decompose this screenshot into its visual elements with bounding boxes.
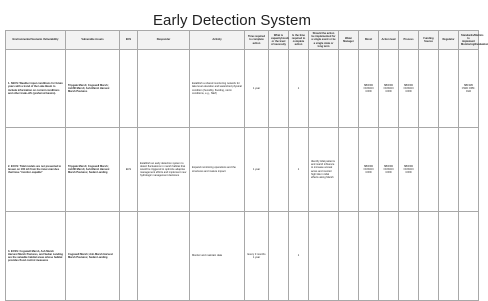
header-cell: Vulnerable Assets [66, 31, 120, 50]
scenario-cell: 1. SECS: Weather input conditions for future years with a trend of the Lake Basin to include information on current conditions and other trade-offs (preferred basins). [6, 50, 66, 128]
scenario-cell: 3. ECSS: Cogswell Marsh, Ash Marsh Harvest Marsh Pastures, and Sedan Landing are the valuable habitat areas whose habitat provides flood control measures [6, 212, 66, 301]
event-cell: Identify tidal patterns and marsh influence to increase annual acres and monitor high tide in tidal effects along Marsh [309, 128, 339, 212]
scenario-cell: 2. ECCS: Tidal models are not presented to lessen on 100 m3 from the inner-marshes that have "monitor-capable" [6, 128, 66, 212]
page-title: Early Detection System [152, 12, 312, 29]
regulator-cell [439, 212, 459, 301]
direct-cell [359, 212, 379, 301]
capacity-cell [269, 212, 289, 301]
header-cell: Environmental Scenario Vulnerability [6, 31, 66, 50]
funding-cell [419, 50, 439, 128]
ecs-cell: ECS [120, 128, 138, 212]
direct-cell: SBWFD OCWCN CWD [359, 128, 379, 212]
header-cell: What is capacity/stock or the level of necessity [269, 31, 289, 50]
direct-cell: SBWFD OCWCN CWD [359, 50, 379, 128]
time-cell: Every 3 months 1 year [245, 212, 269, 301]
capacity-cell [269, 128, 289, 212]
header-cell: Action lead [379, 31, 399, 50]
regulator-cell [439, 128, 459, 212]
assets-cell: Cogswell Marsh; Ash-Marsh Harvest Marsh Pastures; Sedan Landing [66, 212, 120, 301]
header-cell: Water Manager [339, 31, 359, 50]
funding-cell [419, 128, 439, 212]
responder-cell [138, 212, 190, 301]
process-cell [399, 212, 419, 301]
table-row [6, 212, 479, 301]
header-cell: Should the action be implemented for a single event or be a single state or long term [309, 31, 339, 50]
header-cell: Direct [359, 31, 379, 50]
time-action-cell: 1 [289, 212, 309, 301]
ecs-cell [120, 212, 138, 301]
header-cell: Responder [138, 31, 190, 50]
table-row [6, 128, 479, 212]
action-lead-cell: SBWFD OCWCN CWD [379, 50, 399, 128]
funding-cell [419, 212, 439, 301]
water-manager-cell [339, 212, 359, 301]
standards-cell: SBFWD CWD OPR-OLD [459, 50, 479, 128]
header-cell: Standards/Metrics to implement Monitoring/Evaluation [459, 31, 479, 50]
time-action-cell: 1 [289, 50, 309, 128]
assets-cell: Tripgale Marsh; Cogswell Marsh; Ashfill Marsh; Ash-Marsh Harvest Marsh Pastures [66, 50, 120, 128]
action-lead-cell: SBWFD OCWCN CWD [379, 128, 399, 212]
action-table [5, 30, 488, 301]
water-manager-cell [339, 128, 359, 212]
capacity-cell [269, 50, 289, 128]
event-cell [309, 50, 339, 128]
responder-cell [138, 50, 190, 128]
header-cell: Time required to complete action [245, 31, 269, 50]
header-cell: Is the time required to complete action [289, 31, 309, 50]
header-row [6, 31, 479, 50]
standards-cell [459, 212, 479, 301]
regulator-cell [439, 50, 459, 128]
process-cell: SBWFD OCWCN CWD [399, 50, 419, 128]
time-action-cell: 1 [289, 128, 309, 212]
activity-cell: Expand monitoring operations and the structures and mature impact [190, 128, 245, 212]
activity-cell: Establish a shared monitoring network for lake level elevation and watershed physical condition (humidity, flooding, storm conditions, e.g., SEZ) [190, 50, 245, 128]
standards-cell [459, 128, 479, 212]
header-cell: Process [399, 31, 419, 50]
table-row [6, 50, 479, 128]
assets-cell: Tripgale Marsh; Cogswell Marsh; Ashfill Marsh; Ash-Marsh Harvest Marsh Pastures; Sedan Landing [66, 128, 120, 212]
responder-cell: Establish an early detection system to detect fluctuations in marsh habitat that would be triggered to optimize adaptive management efforts and implement new hydrologic management decisions [138, 128, 190, 212]
header-cell: Funding Source [419, 31, 439, 50]
ecs-cell [120, 50, 138, 128]
header-cell: ECS [120, 31, 138, 50]
process-cell: SBWFD OCWCN CWD [399, 128, 419, 212]
water-manager-cell [339, 50, 359, 128]
time-cell: 1 year [245, 50, 269, 128]
action-lead-cell [379, 212, 399, 301]
time-cell: 1 year [245, 128, 269, 212]
header-cell: Regulator [439, 31, 459, 50]
header-cell: Activity [190, 31, 245, 50]
event-cell [309, 212, 339, 301]
activity-cell: Monitor and maintain data [190, 212, 245, 301]
